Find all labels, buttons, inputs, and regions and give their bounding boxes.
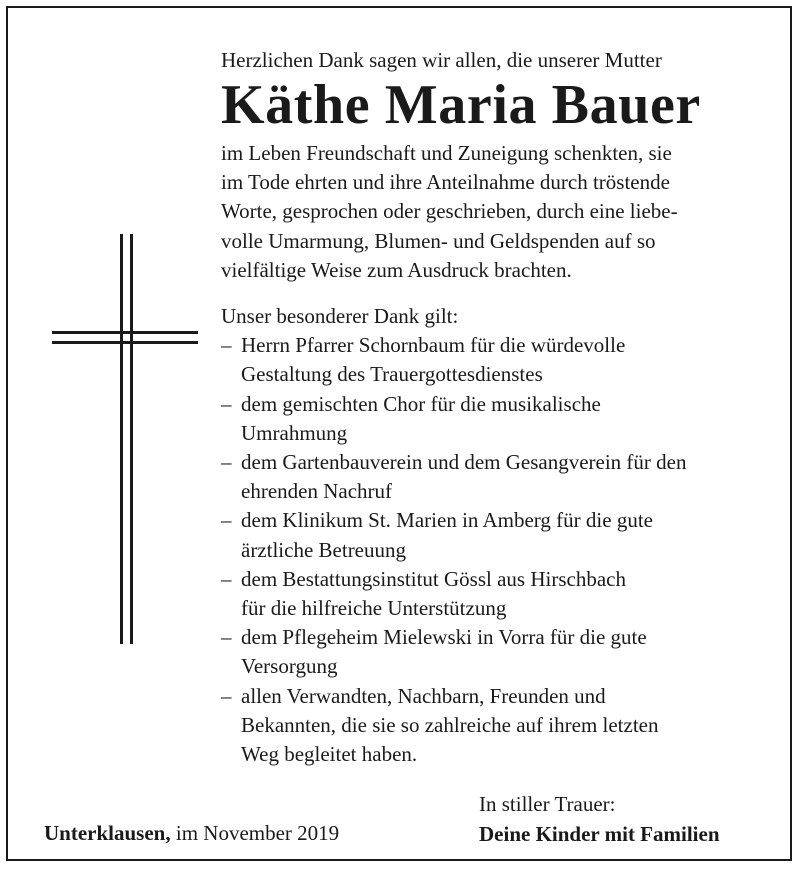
place: Unterklausen, — [44, 821, 171, 845]
deceased-name: Käthe Maria Bauer — [221, 74, 701, 136]
list-item: – dem Bestattungsinstitut Gössl aus Hirschbach für die hilfreiche Unterstützung — [221, 566, 626, 621]
notice-content — [221, 46, 767, 769]
place-date — [44, 819, 339, 848]
mourning-line: In stiller Trauer: — [479, 792, 616, 816]
list-item: – allen Verwandten, Nachbarn, Freunden und Bekannten, die sie so zahlreiche auf ihrem letzten Weg begleitet haben. — [221, 683, 659, 767]
date: im November 2019 — [175, 821, 340, 845]
signature-block — [479, 789, 720, 849]
list-item: – dem gemischten Chor für die musikalische Umrahmung — [221, 391, 601, 445]
signature: Deine Kinder mit Familien — [479, 822, 720, 846]
list-item: – dem Gartenbauverein und dem Gesangverein für den ehrenden Nachruf — [221, 450, 687, 504]
thanks-heading: Unser besonderer Dank gilt: — [221, 304, 459, 329]
obituary-notice — [6, 6, 792, 861]
list-item: – Herrn Pfarrer Schornbaum für die würdevolle Gestaltung des Trauergottesdienstes — [221, 333, 626, 387]
thanks-paragraph: im Leben Freundschaft und Zuneigung schenkten, sie im Tode ehrten und ihre Anteilnahme durch tröstende Worte, gesprochen oder geschrieben, durch eine liebe- volle Umarmung, Blumen- und Geldspenden auf so vielfältige Weise zum Ausdruck brachten. — [221, 141, 678, 282]
thanks-list — [221, 331, 767, 769]
list-item: – dem Klinikum St. Marien in Amberg für die gute ärztliche Betreuung — [221, 508, 653, 562]
intro-text: Herzlichen Dank sagen wir allen, die unserer Mutter — [221, 48, 662, 72]
cross-icon — [52, 234, 200, 646]
list-item: – dem Pflegeheim Mielewski in Vorra für die gute Versorgung — [221, 625, 647, 679]
